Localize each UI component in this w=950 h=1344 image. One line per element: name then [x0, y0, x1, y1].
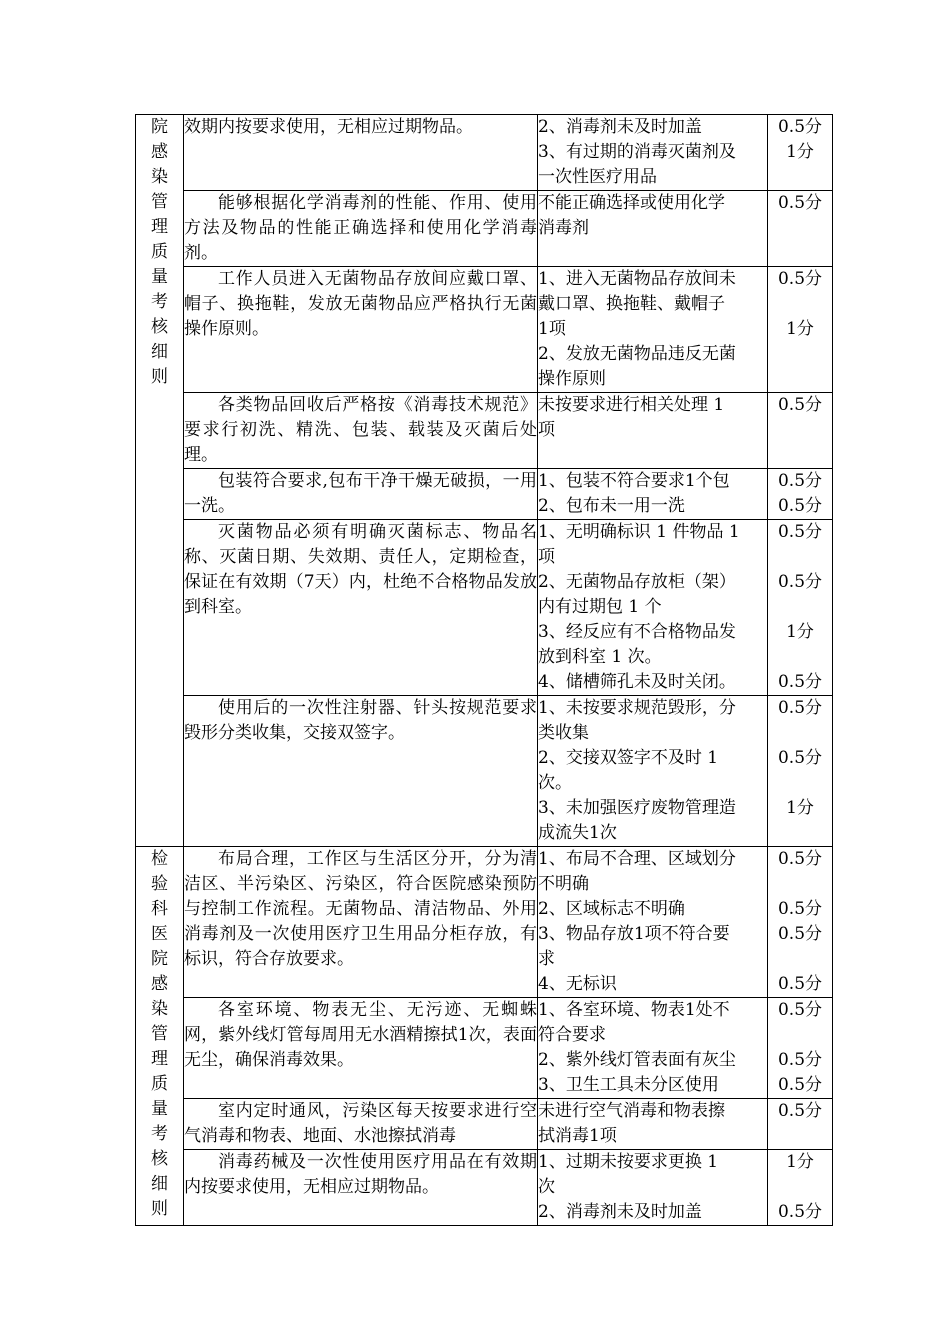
deduction-cell: [538, 1099, 768, 1150]
score-value: 0.5分: [777, 117, 823, 137]
deduction-item: 2、无菌物品存放柜（架）: [538, 572, 736, 592]
score-value: 0.5分: [777, 522, 823, 542]
score-value: 1分: [786, 319, 814, 339]
table-row: [136, 267, 833, 393]
requirement-text: 消毒药械及一次性使用医疗用品在有效期内按要求使用，无相应过期物品。: [184, 1152, 537, 1197]
deduction-cell: [538, 696, 768, 847]
table-row: [136, 520, 833, 696]
score-value: 1分: [786, 142, 814, 162]
table-row: [136, 998, 833, 1099]
requirement-text: 包装符合要求,包布干净干燥无破损，一用一洗。: [184, 471, 537, 516]
table-row: [136, 191, 833, 267]
score-value: 0.5分: [777, 269, 823, 289]
deduction-item: 不能正确选择或使用化学: [538, 193, 725, 213]
deduction-cell: [538, 998, 768, 1099]
deduction-item: 求: [538, 949, 555, 969]
deduction-cell: [538, 1150, 768, 1226]
deduction-item: 放到科室 1 次。: [538, 647, 662, 667]
deduction-item: 3、卫生工具未分区使用: [538, 1075, 719, 1095]
requirement-cell: [184, 1099, 538, 1150]
section-title-cell: [136, 847, 184, 1226]
score-value: 0.5分: [777, 572, 823, 592]
deduction-item: 类收集: [538, 723, 589, 743]
requirement-text: 使用后的一次性注射器、针头按规范要求毁形分类收集，交接双签字。: [184, 698, 537, 743]
score-cell: [768, 847, 833, 998]
deduction-item: 2、包布未一用一洗: [538, 496, 685, 516]
table-row: [136, 847, 833, 998]
deduction-cell: [538, 847, 768, 998]
requirement-text: 布局合理，工作区与生活区分开，分为清洁区、半污染区、污染区，符合医院感染预防与控制工作流程。无菌物品、清洁物品、外用消毒剂及一次使用医疗卫生用品分柜存放，有标识，符合存放要求。: [184, 849, 537, 969]
deduction-item: 1、过期未按要求更换 1: [538, 1152, 719, 1172]
requirement-text: 各类物品回收后严格按《消毒技术规范》要求行初洗、精洗、包装、载装及灭菌后处理。: [184, 395, 537, 465]
deduction-cell: [538, 520, 768, 696]
table-body: [136, 115, 833, 1226]
deduction-item: 1、包装不符合要求1个包: [538, 471, 730, 491]
score-value: [768, 872, 832, 897]
score-cell: [768, 998, 833, 1099]
requirement-cell: [184, 847, 538, 998]
requirement-cell: [184, 115, 538, 191]
requirement-cell: [184, 998, 538, 1099]
score-value: [768, 165, 832, 190]
score-value: 0.5分: [777, 1101, 823, 1121]
score-value: 0.5分: [777, 698, 823, 718]
score-value: 0.5分: [777, 748, 823, 768]
deduction-item: 1项: [538, 319, 566, 339]
score-cell: [768, 1099, 833, 1150]
deduction-item: 未按要求进行相关处理 1: [538, 395, 725, 415]
deduction-item: 戴口罩、换拖鞋、戴帽子: [538, 294, 725, 314]
score-value: 1分: [786, 622, 814, 642]
deduction-item: 内有过期包 1 个: [538, 597, 662, 617]
score-value: [768, 595, 832, 620]
requirement-cell: [184, 191, 538, 267]
score-value: 0.5分: [777, 672, 823, 692]
table-row: [136, 115, 833, 191]
requirement-text: 工作人员进入无菌物品存放间应戴口罩、帽子、换拖鞋，发放无菌物品应严格执行无菌操作原则。: [184, 269, 537, 339]
deduction-item: 3、经反应有不合格物品发: [538, 622, 736, 642]
score-cell: [768, 469, 833, 520]
deduction-cell: [538, 191, 768, 267]
deduction-item: 2、交接双签字不及时 1: [538, 748, 719, 768]
score-value: [768, 721, 832, 746]
score-value: 0.5分: [777, 849, 823, 869]
score-cell: [768, 191, 833, 267]
deduction-item: 成流失1次: [538, 823, 617, 843]
deduction-item: 2、消毒剂未及时加盖: [538, 1202, 702, 1222]
requirement-text: 灭菌物品必须有明确灭菌标志、物品名称、灭菌日期、失效期、责任人，定期检查，保证在有效期（7天）内，杜绝不合格物品发放到科室。: [184, 522, 537, 617]
deduction-item: 2、消毒剂未及时加盖: [538, 117, 702, 137]
score-value: 0.5分: [777, 471, 823, 491]
deduction-item: 1、无明确标识 1 件物品 1: [538, 522, 740, 542]
score-value: [768, 292, 832, 317]
deduction-item: 1、进入无菌物品存放间未: [538, 269, 736, 289]
score-cell: [768, 115, 833, 191]
score-value: 0.5分: [777, 924, 823, 944]
deduction-item: 3、未加强医疗废物管理造: [538, 798, 736, 818]
score-value: 0.5分: [777, 193, 823, 213]
requirement-text: 能够根据化学消毒剂的性能、作用、使用方法及物品的性能正确选择和使用化学消毒剂。: [184, 193, 537, 263]
deduction-item: 3、有过期的消毒灭菌剂及: [538, 142, 736, 162]
deduction-item: 一次性医疗用品: [538, 167, 657, 187]
requirement-cell: [184, 520, 538, 696]
section-title: 院感染管理质量考核细则: [151, 117, 168, 387]
deduction-item: 4、无标识: [538, 974, 617, 994]
deduction-item: 次: [538, 1177, 555, 1197]
deduction-item: 项: [538, 420, 555, 440]
score-cell: [768, 393, 833, 469]
deduction-item: 3、物品存放1项不符合要: [538, 924, 730, 944]
score-cell: [768, 696, 833, 847]
score-value: [768, 947, 832, 972]
table-row: [136, 469, 833, 520]
table-row: [136, 393, 833, 469]
score-value: 0.5分: [777, 974, 823, 994]
score-value: [768, 821, 832, 846]
deduction-item: 符合要求: [538, 1025, 606, 1045]
requirement-text: 室内定时通风，污染区每天按要求进行空气消毒和物表、地面、水池擦拭消毒: [184, 1101, 537, 1146]
score-value: [768, 1175, 832, 1200]
table-row: [136, 696, 833, 847]
score-value: 0.5分: [777, 1050, 823, 1070]
deduction-item: 4、储槽筛孔未及时关闭。: [538, 672, 736, 692]
requirement-cell: [184, 469, 538, 520]
score-value: [768, 545, 832, 570]
score-value: [768, 367, 832, 392]
deduction-item: 次。: [538, 773, 572, 793]
inspection-criteria-table: [135, 114, 833, 1226]
section-title-cell: [136, 115, 184, 847]
score-value: 0.5分: [777, 1075, 823, 1095]
deduction-item: 消毒剂: [538, 218, 589, 238]
requirement-text: 效期内按要求使用，无相应过期物品。: [184, 117, 473, 137]
deduction-item: 1、各室环境、物表1处不: [538, 1000, 730, 1020]
deduction-item: 项: [538, 547, 555, 567]
requirement-cell: [184, 393, 538, 469]
score-value: 0.5分: [777, 899, 823, 919]
deduction-cell: [538, 115, 768, 191]
deduction-item: 1、未按要求规范毁形，分: [538, 698, 736, 718]
deduction-item: 2、发放无菌物品违反无菌: [538, 344, 736, 364]
score-value: 1分: [786, 798, 814, 818]
score-cell: [768, 520, 833, 696]
deduction-cell: [538, 267, 768, 393]
deduction-cell: [538, 393, 768, 469]
deduction-item: 不明确: [538, 874, 589, 894]
score-value: [768, 645, 832, 670]
deduction-item: 1、布局不合理、区域划分: [538, 849, 736, 869]
deduction-item: 2、紫外线灯管表面有灰尘: [538, 1050, 736, 1070]
score-value: 0.5分: [777, 1202, 823, 1222]
deduction-item: 未进行空气消毒和物表擦: [538, 1101, 725, 1121]
score-cell: [768, 267, 833, 393]
deduction-item: 2、区域标志不明确: [538, 899, 685, 919]
score-value: 1分: [786, 1152, 814, 1172]
score-value: 0.5分: [777, 395, 823, 415]
score-cell: [768, 1150, 833, 1226]
score-value: [768, 771, 832, 796]
requirement-cell: [184, 696, 538, 847]
deduction-item: 操作原则: [538, 369, 606, 389]
score-value: 0.5分: [777, 1000, 823, 1020]
section-title: 检验科医院感染管理质量考核细则: [151, 849, 168, 1219]
requirement-text: 各室环境、物表无尘、无污迹、无蜘蛛网，紫外线灯管每周用无水酒精擦拭1次，表面无尘，确保消毒效果。: [184, 1000, 537, 1070]
deduction-item: 拭消毒1项: [538, 1126, 617, 1146]
table-row: [136, 1099, 833, 1150]
score-value: [768, 1023, 832, 1048]
requirement-cell: [184, 1150, 538, 1226]
score-value: [768, 342, 832, 367]
table-row: [136, 1150, 833, 1226]
deduction-cell: [538, 469, 768, 520]
score-value: 0.5分: [777, 496, 823, 516]
requirement-cell: [184, 267, 538, 393]
